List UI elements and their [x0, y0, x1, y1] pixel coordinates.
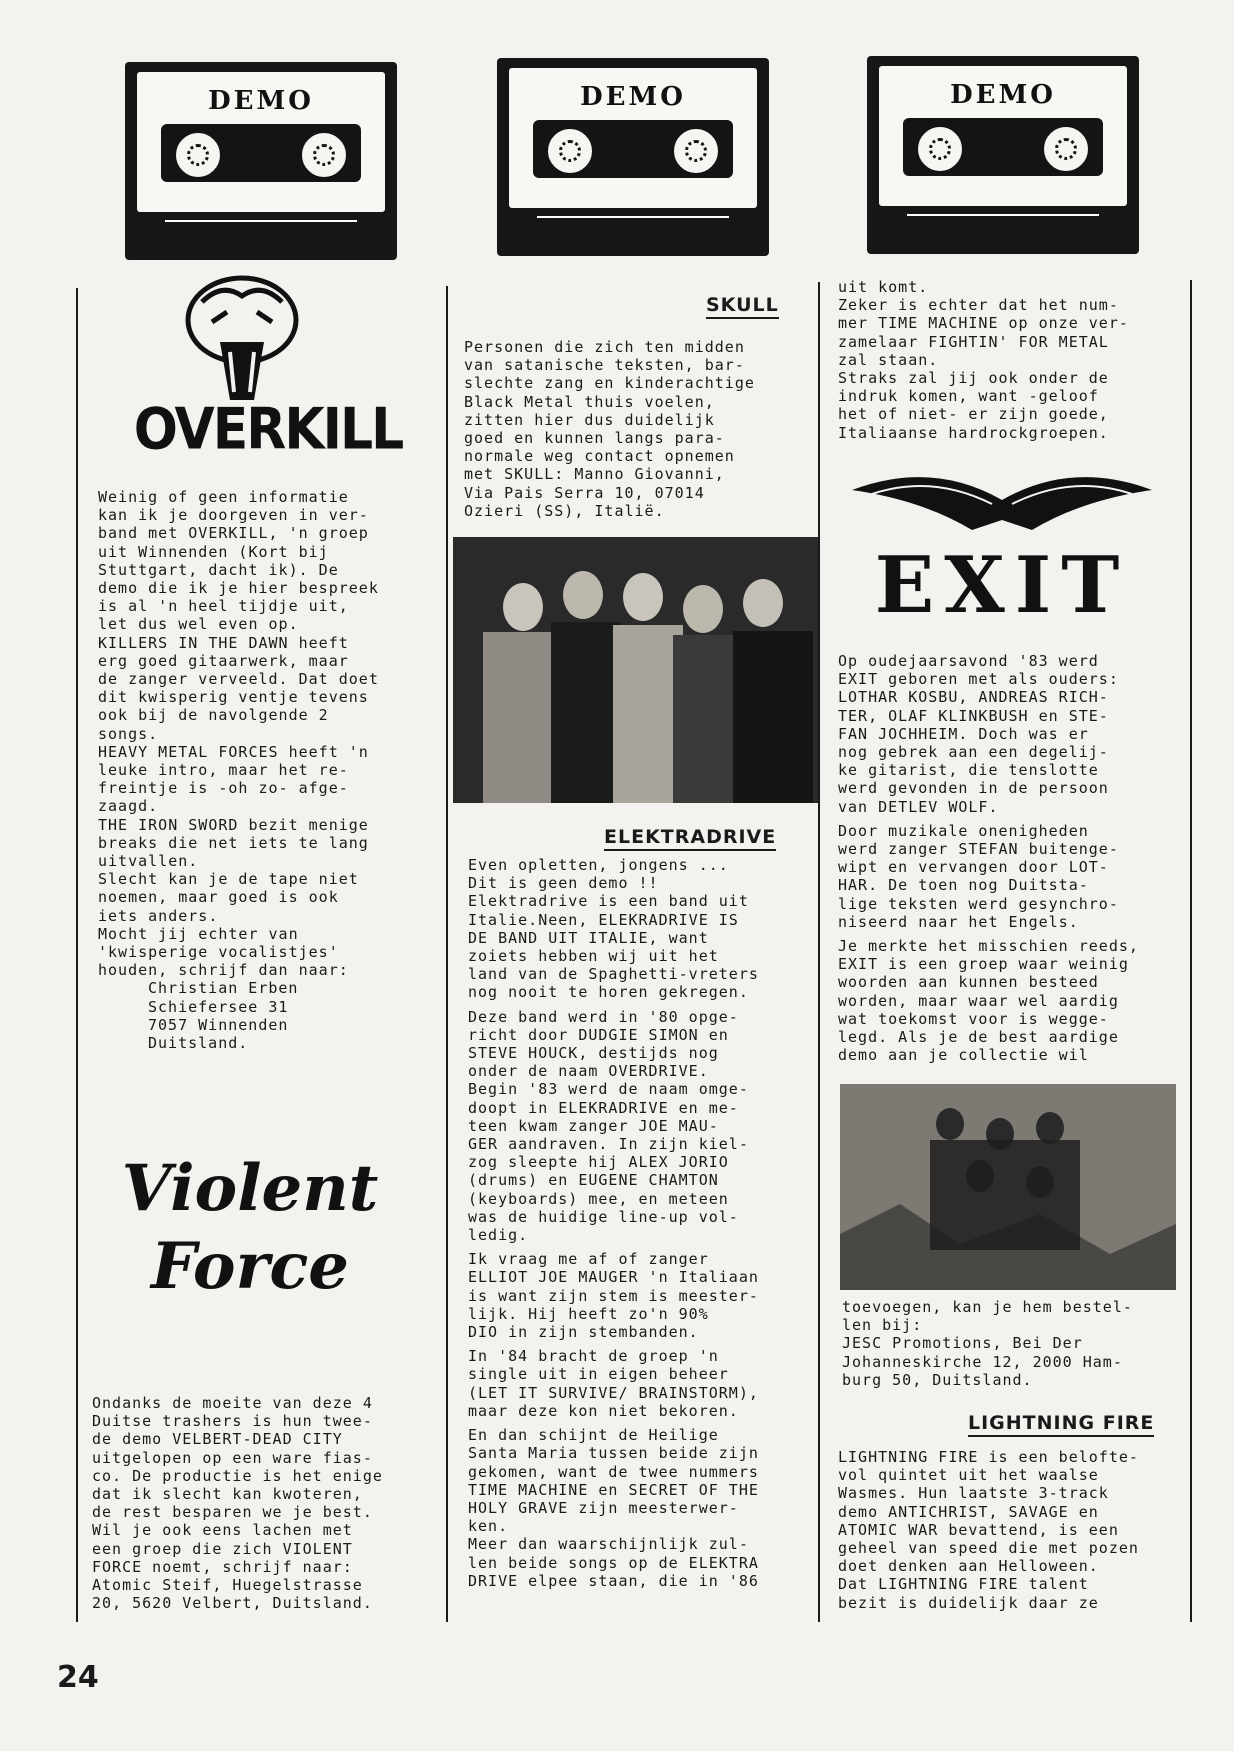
cassette-label: DEMO [950, 80, 1056, 110]
page-number: 24 [57, 1660, 99, 1695]
skull-review [464, 338, 804, 526]
column-rule-2 [446, 286, 448, 1622]
cassette-window [161, 124, 361, 182]
overkill-tiger-logo [182, 272, 302, 402]
exit-eagle-logo [852, 460, 1152, 550]
demo-cassette-3 [867, 56, 1139, 254]
exit-p2: Door muzikale onenigheden werd zanger STEFAN buitenge- wipt en vervangen door LOT- HAR. De toen nog Duitsta- lige teksten werd gesynchro- niseerd naar het Engels. [838, 821, 1119, 931]
elektradrive-continued [838, 278, 1178, 448]
elektradrive-p4: In '84 bracht de groep 'n single uit in eigen beheer (LET IT SURVIVE/ BRAINSTORM), maar deze kon niet bekoren. [468, 1347, 759, 1420]
elektradrive-band-photo [453, 537, 818, 803]
column-rule-4 [1190, 280, 1192, 1622]
cassette-label: DEMO [208, 86, 314, 116]
column-rule-1 [76, 288, 78, 1622]
demo-cassette-1 [125, 62, 397, 260]
violent-force-logo: Violent Force [121, 1151, 379, 1304]
elektradrive-review [468, 856, 810, 1596]
cassette-window [533, 120, 733, 178]
exit-logo: EXIT [874, 540, 1130, 631]
elektradrive-p3: Ik vraag me af of zanger ELLIOT JOE MAUGER 'n Italiaan is want zijn stem is meester- lijk. Hij heeft zo'n 90% DIO in zijn stembanden. [468, 1250, 759, 1342]
cassette-label: DEMO [580, 82, 686, 112]
elektradrive-p1: Even opletten, jongens ... Dit is geen demo !! Elektradrive is een band uit Italie.Neen, ELEKRADRIVE IS DE BAND UIT ITALIE, want zoiets hebben wij uit het land van de Spaghetti-vreters nog nooit te horen gekregen. [468, 856, 759, 1002]
elektradrive-p2: Deze band werd in '80 opge- richt door DUDGIE SIMON en STEVE HOUCK, destijds nog onder de naam OVERDRIVE. Begin '83 werd de naam omge- doopt in ELEKRADRIVE en me- teen kwam zanger JOE MAU- GER aandraven. In zijn kiel- zog sleepte hij ALEX JORIO (drums) en EUGENE CHAMTON (keyboards) mee, en meteen was de huidige line-up vol- ledig. [468, 1007, 749, 1245]
exit-review [838, 652, 1178, 1070]
exit-p4: toevoegen, kan je hem bestel- len bij: JESC Promotions, Bei Der Johanneskirche 12, 2000 Ham- burg 50, Duitsland. [842, 1298, 1133, 1389]
violent-force-review [92, 1394, 432, 1618]
overkill-address: Christian Erben Schiefersee 31 7057 Winnenden Duitsland. [148, 979, 299, 1053]
exit-p3: Je merkte het misschien reeds, EXIT is een groep waar weinig woorden aan kunnen besteed worden, maar waar wel aardig wat toekomst voor is wegge- legd. Als je de best aardige demo aan je collectie wil [838, 937, 1139, 1065]
elektradrive-p5: En dan schijnt de Heilige Santa Maria tussen beide zijn gekomen, want de twee nummers TIME MACHINE en SECRET OF THE HOLY GRAVE zijn meesterwer- ken. Meer dan waarschijnlijk zul- len beide songs op de ELEKTRA DRIVE elpee staan, die in '86 [468, 1426, 759, 1590]
column-rule-3 [818, 282, 820, 1622]
lightning-fire-heading: LIGHTNING FIRE [968, 1412, 1154, 1437]
lightning-fire-review [838, 1448, 1184, 1618]
skull-text: Personen die zich ten midden van satanische teksten, bar- slechte zang en kinderachtige Black Metal thuis voelen, zitten hier dus duidelijk goed en kunnen langs para- normale weg contact opnemen met SKULL: Manno Giovanni, Via Pais Serra 10, 07014 Ozieri (SS), Italië. [464, 338, 755, 520]
overkill-review [98, 488, 428, 1058]
cassette-window [903, 118, 1103, 176]
elektradrive-cont-text: uit komt. Zeker is echter dat het num- mer TIME MACHINE op onze ver- zamelaar FIGHTIN' FOR METAL zal staan. Straks zal jij ook onder de indruk komen, want -geloof het of niet- er zijn goede, Italiaanse hardrockgroepen. [838, 278, 1129, 442]
overkill-logo: OVERKILL [133, 397, 403, 463]
elektradrive-heading: ELEKTRADRIVE [604, 826, 776, 851]
violent-force-text: Ondanks de moeite van deze 4 Duitse trashers is hun twee- de demo VELBERT-DEAD CITY uitgelopen op een ware fias- co. De productie is het enige dat ik slecht kan kwoteren, de rest besparen we je best. Wil je ook eens lachen met een groep die zich VIOLENT FORCE noemt, schrijf naar: Atomic Steif, Huegelstrasse 20, 5620 Velbert, Duitsland. [92, 1394, 383, 1613]
exit-order-info [842, 1298, 1182, 1395]
demo-cassette-2 [497, 58, 769, 256]
exit-p1: Op oudejaarsavond '83 werd EXIT geboren met als ouders: LOTHAR KOSBU, ANDREAS RICH- TER, OLAF KLINKBUSH en STE- FAN JOCHHEIM. Doch was er nog gebrek aan een degelij- ke gitarist, die tenslotte werd gevonden in de persoon van DETLEV WOLF. [838, 652, 1119, 816]
lightning-fire-text: LIGHTNING FIRE is een belofte- vol quintet uit het waalse Wasmes. Hun laatste 3-track demo ANTICHRIST, SAVAGE en ATOMIC WAR bevattend, is een geheel van speed die met pozen doet denken aan Helloween. Dat LIGHTNING FIRE talent bezit is duidelijk daar ze [838, 1448, 1139, 1612]
skull-heading: SKULL [706, 294, 779, 319]
exit-band-photo [840, 1084, 1176, 1290]
overkill-text: Weinig of geen informatie kan ik je doorgeven in ver- band met OVERKILL, 'n groep uit Winnenden (Kort bij Stuttgart, dacht ik). De demo die ik je hier bespreek is al 'n heel tijdje uit, let dus wel even op. KILLERS IN THE DAWN heeft erg goed gitaarwerk, maar de zanger verveeld. Dat doet dit kwisperig ventje tevens ook bij de navolgende 2 songs. HEAVY METAL FORCES heeft 'n leuke intro, maar het re- freintje is -oh zo- afge- zaagd. THE IRON SWORD bezit menige breaks die net iets te lang uitvallen. Slecht kan je de tape niet noemen, maar goed is ook iets anders. Mocht jij echter van 'kwisperige vocalistjes' houden, schrijf dan naar: [98, 488, 379, 980]
